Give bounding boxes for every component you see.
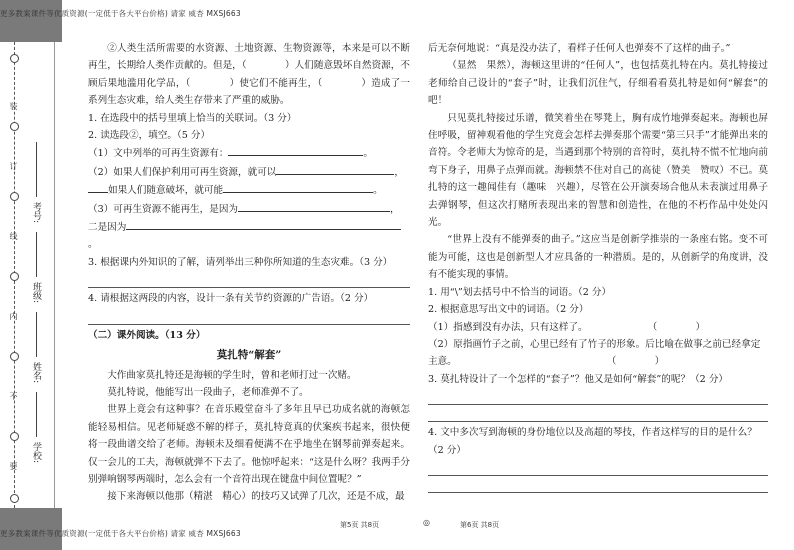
story-paragraph-6: 只见莫扎特接过乐谱，微笑着坐在琴凳上，胸有成竹地弹奏起来。海顿也屏住呼吸，留神观看他的学生究竟会怎样去弹奏那个需要“第三只手”才能弹出来的音符。令老师大为惊奇的是，当遇到那个特别的音符时，莫扎特不慌不忙地向前弯下身子，用鼻子点弹而就。海顿禁不住对自己的高徒（赞美 赞叹）不已。莫扎特的这一趣闻佳有（趣味 兴趣），尽管在公开演奏场合他从未表演过用鼻子去弹钢琴，但这次打赌所表现出来的智慧和创造性，在他的不朽作品中处处闪光。	[428, 112, 768, 229]
binding-hole-icon	[10, 192, 19, 201]
field-school-line[interactable]	[36, 392, 37, 437]
binding-solid-line	[54, 42, 55, 508]
binding-hole-icon	[10, 352, 19, 361]
field-class-label: 班级:	[31, 282, 41, 304]
question-r2-1: （1）指感到没有办法，只有这样了。 （ ）	[428, 321, 706, 333]
binding-mark: 订	[9, 162, 18, 170]
answer-line[interactable]	[428, 461, 768, 476]
answer-line[interactable]	[238, 200, 390, 212]
question-2-3: （3）可再生资源不能再生，是因为 ，	[88, 200, 410, 218]
center-circle-icon: ◎	[423, 518, 430, 527]
field-exam-number-label: 考号:	[31, 202, 41, 224]
binding-mark: 不	[9, 392, 18, 400]
binding-hole-icon	[10, 54, 19, 63]
section-heading: （二）课外阅读。（13 分）	[88, 329, 206, 341]
question-r1: 1. 用“\”划去括号中不恰当的词语。（2 分）	[428, 286, 612, 298]
page-number-right: 第6页 共8页	[460, 521, 500, 529]
question-2-2b: 如果人们随意破坏，就可能 。	[88, 181, 410, 199]
question-r3: 3. 莫扎特设计了一个怎样的“套子”？他又是如何“解套”的呢？（2 分）	[428, 373, 729, 385]
question-2-1: （1）文中列举的可再生资源有： 。	[88, 144, 410, 162]
binding-mark: 线	[9, 232, 18, 240]
question-2-2: （2）如果人们保护利用可再生资源，就可以 ，	[88, 163, 410, 181]
header-banner: 更多教案课件等优质资源(一定低于各大平台价格) 请家 威杏 MXSJ663	[0, 9, 241, 18]
binding-hole-icon	[10, 494, 19, 503]
story-title: 莫扎特“解套”	[216, 349, 282, 362]
answer-line[interactable]	[428, 407, 768, 422]
answer-line[interactable]	[428, 390, 768, 405]
story-paragraph-7: “世界上没有不能弹奏的曲子。”这应当是创新学推崇的一条座右铭。变不可能为可能，这也是创新型人才应具备的一种潜质。是的，从创新学的角度讲，没有不能实现的事情。	[428, 234, 768, 281]
answer-line[interactable]	[88, 181, 108, 193]
answer-line[interactable]	[428, 478, 768, 493]
binding-margin	[0, 42, 62, 508]
question-r2-2: （2）原指画竹子之前，心里已经有了竹子的形象。后比喻在做事之前已经拿定主意。 （ ）	[428, 338, 761, 368]
binding-hole-icon	[10, 272, 19, 281]
field-class-line[interactable]	[36, 232, 37, 277]
question-4: 4. 请根据这两段的内容，设计一条有关节约资源的广告语。（2 分）	[88, 293, 374, 305]
binding-hole-icon	[10, 122, 19, 131]
binding-mark: 内	[9, 312, 18, 320]
answer-line[interactable]	[126, 218, 401, 230]
story-paragraph-2: 莫扎特说，他能写出一段曲子，老师准弹不了。	[107, 386, 309, 398]
field-name-line[interactable]	[36, 312, 37, 357]
passage-paragraph-2: ②人类生活所需要的水资源、土地资源、生物资源等，本来是可以不断再生，长期给人类作贡献的。但是，（ ）人们随意毁坏自然资源，不顾后果地滥用化学品，（ ）使它们不能再生，（ ）造成了一系列生态灾难，给人类生存带来了严重的威胁。	[88, 43, 410, 107]
answer-line[interactable]	[228, 144, 363, 156]
story-paragraph-1: 大作曲家莫扎特还是海顿的学生时，曾和老师打过一次赌。	[107, 369, 357, 381]
question-1: 1. 在选段中的括号里填上恰当的关联词。（3 分）	[88, 112, 297, 124]
answer-line[interactable]	[223, 181, 373, 193]
left-column	[88, 40, 410, 506]
question-r4: 4. 文中多次写到海顿的身份地位以及高超的琴技，作者这样写的目的是什么？（2 分）	[428, 427, 757, 456]
field-name-label: 姓名:	[31, 362, 41, 384]
question-r2: 2. 根据意思写出文中的词语。（2 分）	[428, 304, 589, 316]
answer-paren[interactable]: （ ）	[606, 356, 665, 368]
question-3: 3. 根据课内外知识的了解，请列举出三种你所知道的生态灾难。（3 分）	[88, 256, 393, 268]
binding-hole-icon	[10, 432, 19, 441]
question-2-3b: 二是因为。	[88, 218, 410, 254]
page-number-left: 第5页 共8页	[340, 521, 380, 529]
binding-mark: 装	[9, 102, 18, 110]
field-school-label: 学校:	[31, 442, 41, 464]
story-paragraph-4-cont: 后无奈何地说：“真是没办法了，看样子任何人也弹奏不了这样的曲子。”	[428, 43, 731, 54]
answer-line[interactable]	[276, 163, 394, 175]
story-paragraph-4: 接下来海顿以他那（精湛 精心）的技巧又试弹了几次，还是不成，最	[107, 491, 405, 503]
binding-mark: 要	[9, 462, 18, 470]
story-paragraph-5: （显然 果然），海顿这里讲的“任何人”，也包括莫扎特在内。莫扎特接过老师给自己设计的“套子”时，让我们沉住气，仔细看看莫扎特是如何“解套”的吧！	[428, 60, 768, 107]
question-2: 2. 读选段②，填空。（5 分）	[88, 130, 211, 142]
answer-paren[interactable]: （ ）	[647, 321, 706, 333]
right-column	[428, 40, 768, 495]
answer-line[interactable]	[88, 310, 410, 325]
story-paragraph-3: 世界上竟会有这种事？在音乐殿堂奋斗了多年且早已功成名就的海顿怎能轻易相信。见老师疑惑不解的样子，莫扎特竟真的伏案疾书起来，很快便将一段曲谱交给了老师。海顿未及细看便满不在乎地坐在钢琴前弹奏起来。仅一会儿的工夫，海顿就弹不下去了。他惊呼起来：“这是什么呀？我两手分别弹响钢琴两端时，怎么会有一个音符出现在键盘中间位置呢？”	[88, 404, 410, 485]
field-exam-number-line[interactable]	[36, 142, 37, 197]
footer-banner: 更多教案课件等优质资源(一定低于各大平台价格) 请家 威杏 MXSJ663	[0, 529, 241, 538]
answer-line[interactable]	[88, 273, 410, 288]
